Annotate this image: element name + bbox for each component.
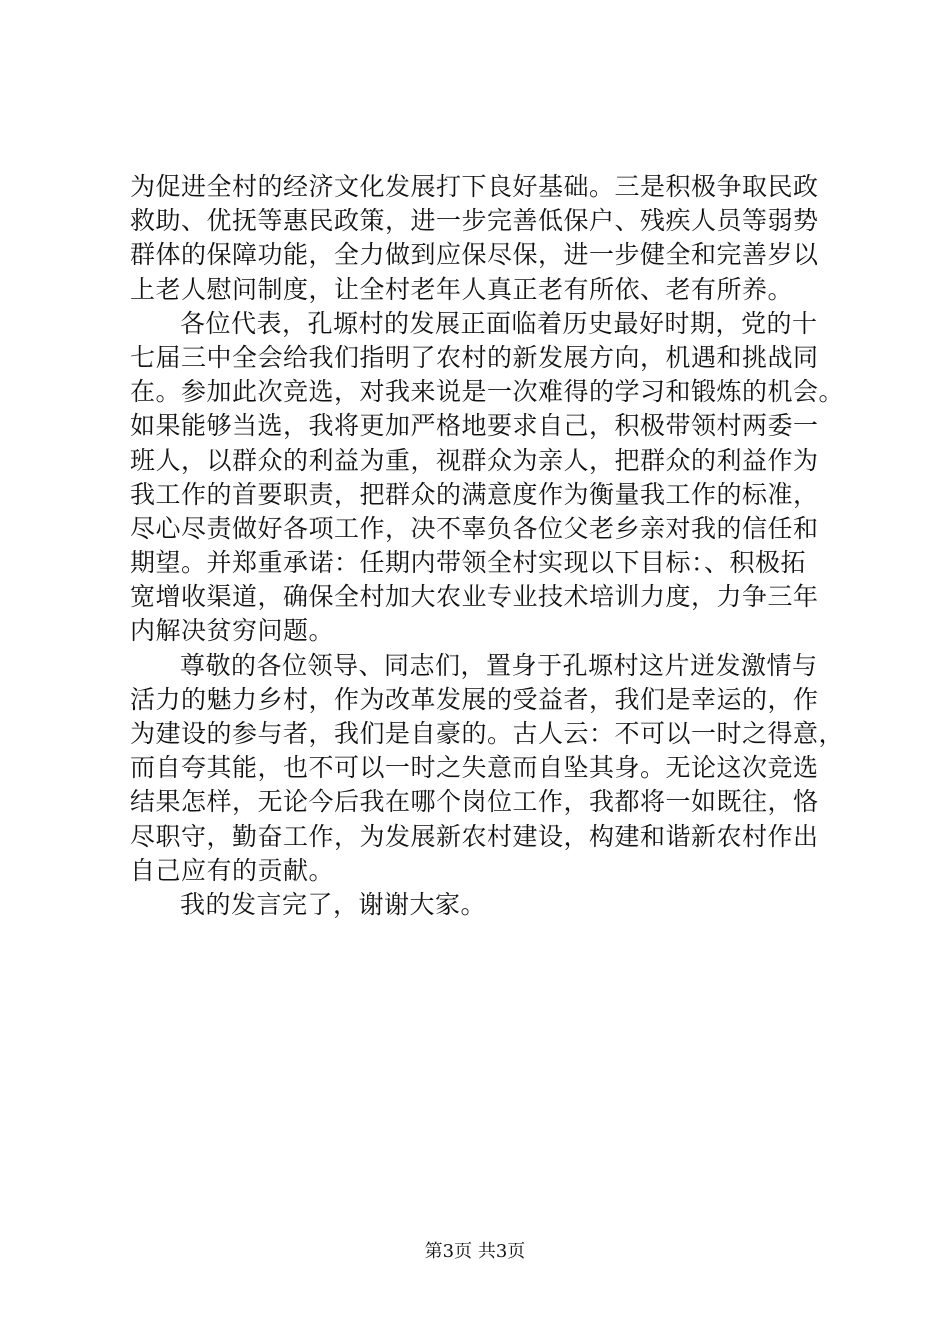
text-line: 群体的保障功能，全力做到应保尽保，进一步健全和完善岁以	[130, 240, 819, 270]
text-line: 宽增收渠道，确保全村加大农业专业技术培训力度，力争三年	[130, 582, 819, 612]
text-line: 内解决贫穷问题。	[130, 616, 335, 646]
text-line: 而自夸其能，也不可以一时之失意而自坠其身。无论这次竞选	[130, 753, 819, 783]
closing-line: 我的发言完了，谢谢大家。	[180, 889, 487, 919]
text-line: 救助、优抚等惠民政策，进一步完善低保户、残疾人员等弱势	[130, 206, 819, 236]
text-line: 自己应有的贡献。	[130, 855, 335, 885]
text-line: 结果怎样，无论今后我在哪个岗位工作，我都将一如既往，恪	[130, 787, 819, 817]
paragraph-start-line: 各位代表，孔塬村的发展正面临着历史最好时期，党的十	[180, 308, 818, 338]
text-line: 期望。并郑重承诺：任期内带领全村实现以下目标：、积极拓	[130, 548, 807, 578]
paragraph-start-line: 尊敬的各位领导、同志们，置身于孔塬村这片迸发激情与	[180, 650, 818, 680]
text-line: 为建设的参与者，我们是自豪的。古人云：不可以一时之得意，	[130, 719, 845, 748]
text-line: 上老人慰问制度，让全村老年人真正老有所依、老有所养。	[130, 274, 794, 304]
text-line: 为促进全村的经济文化发展打下良好基础。三是积极争取民政	[130, 172, 819, 201]
page-footer	[0, 1240, 950, 1264]
page-number-label: 第3页 共3页	[424, 1241, 526, 1262]
text-line: 尽心尽责做好各项工作，决不辜负各位父老乡亲对我的信任和	[130, 513, 819, 543]
text-line: 班人，以群众的利益为重，视群众为亲人，把群众的利益作为	[130, 445, 819, 475]
text-line: 尽职守，勤奋工作，为发展新农村建设，构建和谐新农村作出	[130, 821, 819, 851]
text-line: 在。参加此次竞选，对我来说是一次难得的学习和锻炼的机会。	[130, 377, 845, 407]
text-line: 如果能够当选，我将更加严格地要求自己，积极带领村两委一	[130, 411, 819, 441]
text-line: 我工作的首要职责，把群众的满意度作为衡量我工作的标准，	[130, 479, 819, 509]
text-line: 七届三中全会给我们指明了农村的新发展方向，机遇和挑战同	[130, 342, 819, 372]
document-body	[130, 170, 845, 922]
text-line: 活力的魅力乡村，作为改革发展的受益者，我们是幸运的，作	[130, 684, 819, 714]
